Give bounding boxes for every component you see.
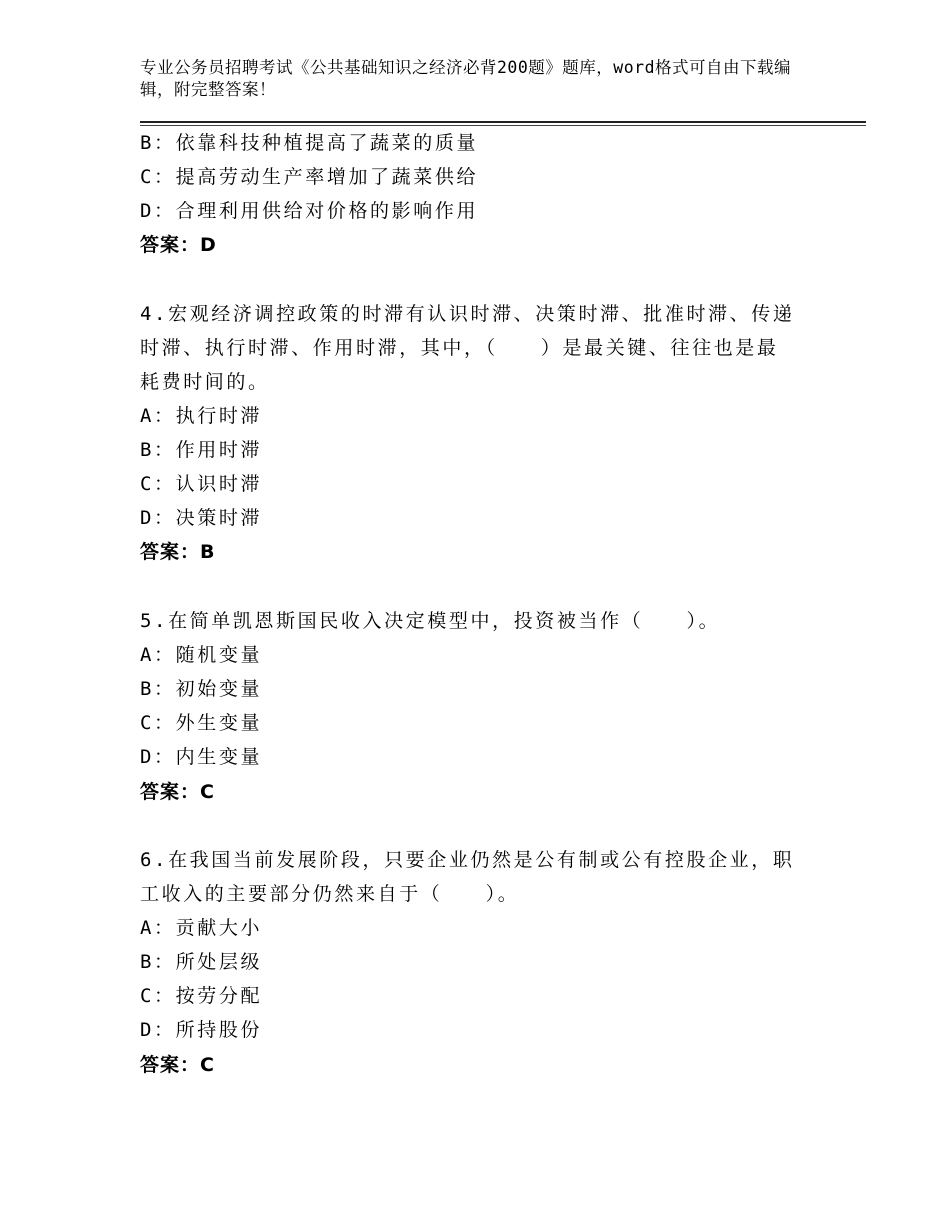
answer: 答案：B — [140, 541, 216, 563]
question-stem-line: 时滞、执行时滞、作用时滞，其中，（ ）是最关键、往往也是最 — [140, 337, 779, 359]
option-a: A：随机变量 — [140, 644, 263, 666]
header-rule-thick — [140, 121, 866, 123]
option-c: C：外生变量 — [140, 712, 263, 734]
option-b: B：依靠科技种植提高了蔬菜的质量 — [140, 132, 479, 154]
option-b: B：所处层级 — [140, 951, 263, 973]
option-d: D：合理利用供给对价格的影响作用 — [140, 200, 479, 222]
option-d: D：决策时滞 — [140, 507, 263, 529]
header-rule-thin — [140, 125, 866, 126]
answer: 答案：C — [140, 1054, 215, 1076]
option-a: A：贡献大小 — [140, 917, 263, 939]
document-header: 专业公务员招聘考试《公共基础知识之经济必背200题》题库，word格式可自由下载编辑，附完整答案！ — [140, 58, 792, 99]
question-stem-line: 耗费时间的。 — [140, 371, 270, 393]
option-b: B：初始变量 — [140, 678, 263, 700]
option-d: D：所持股份 — [140, 1019, 263, 1041]
answer: 答案：C — [140, 781, 215, 803]
option-c: C：认识时滞 — [140, 473, 263, 495]
question-stem-line: 工收入的主要部分仍然来自于（ ）。 — [140, 883, 520, 905]
answer: 答案：D — [140, 234, 217, 256]
option-c: C：提高劳动生产率增加了蔬菜供给 — [140, 166, 479, 188]
question-stem-line: 5.在简单凯恩斯国民收入决定模型中，投资被当作（ ）。 — [140, 610, 721, 632]
question-stem-line: 4.宏观经济调控政策的时滞有认识时滞、决策时滞、批准时滞、传递 — [140, 303, 795, 325]
question-stem-line: 6.在我国当前发展阶段，只要企业仍然是公有制或公有控股企业，职 — [140, 849, 795, 871]
option-d: D：内生变量 — [140, 746, 263, 768]
option-a: A：执行时滞 — [140, 405, 263, 427]
option-b: B：作用时滞 — [140, 439, 263, 461]
option-c: C：按劳分配 — [140, 985, 263, 1007]
